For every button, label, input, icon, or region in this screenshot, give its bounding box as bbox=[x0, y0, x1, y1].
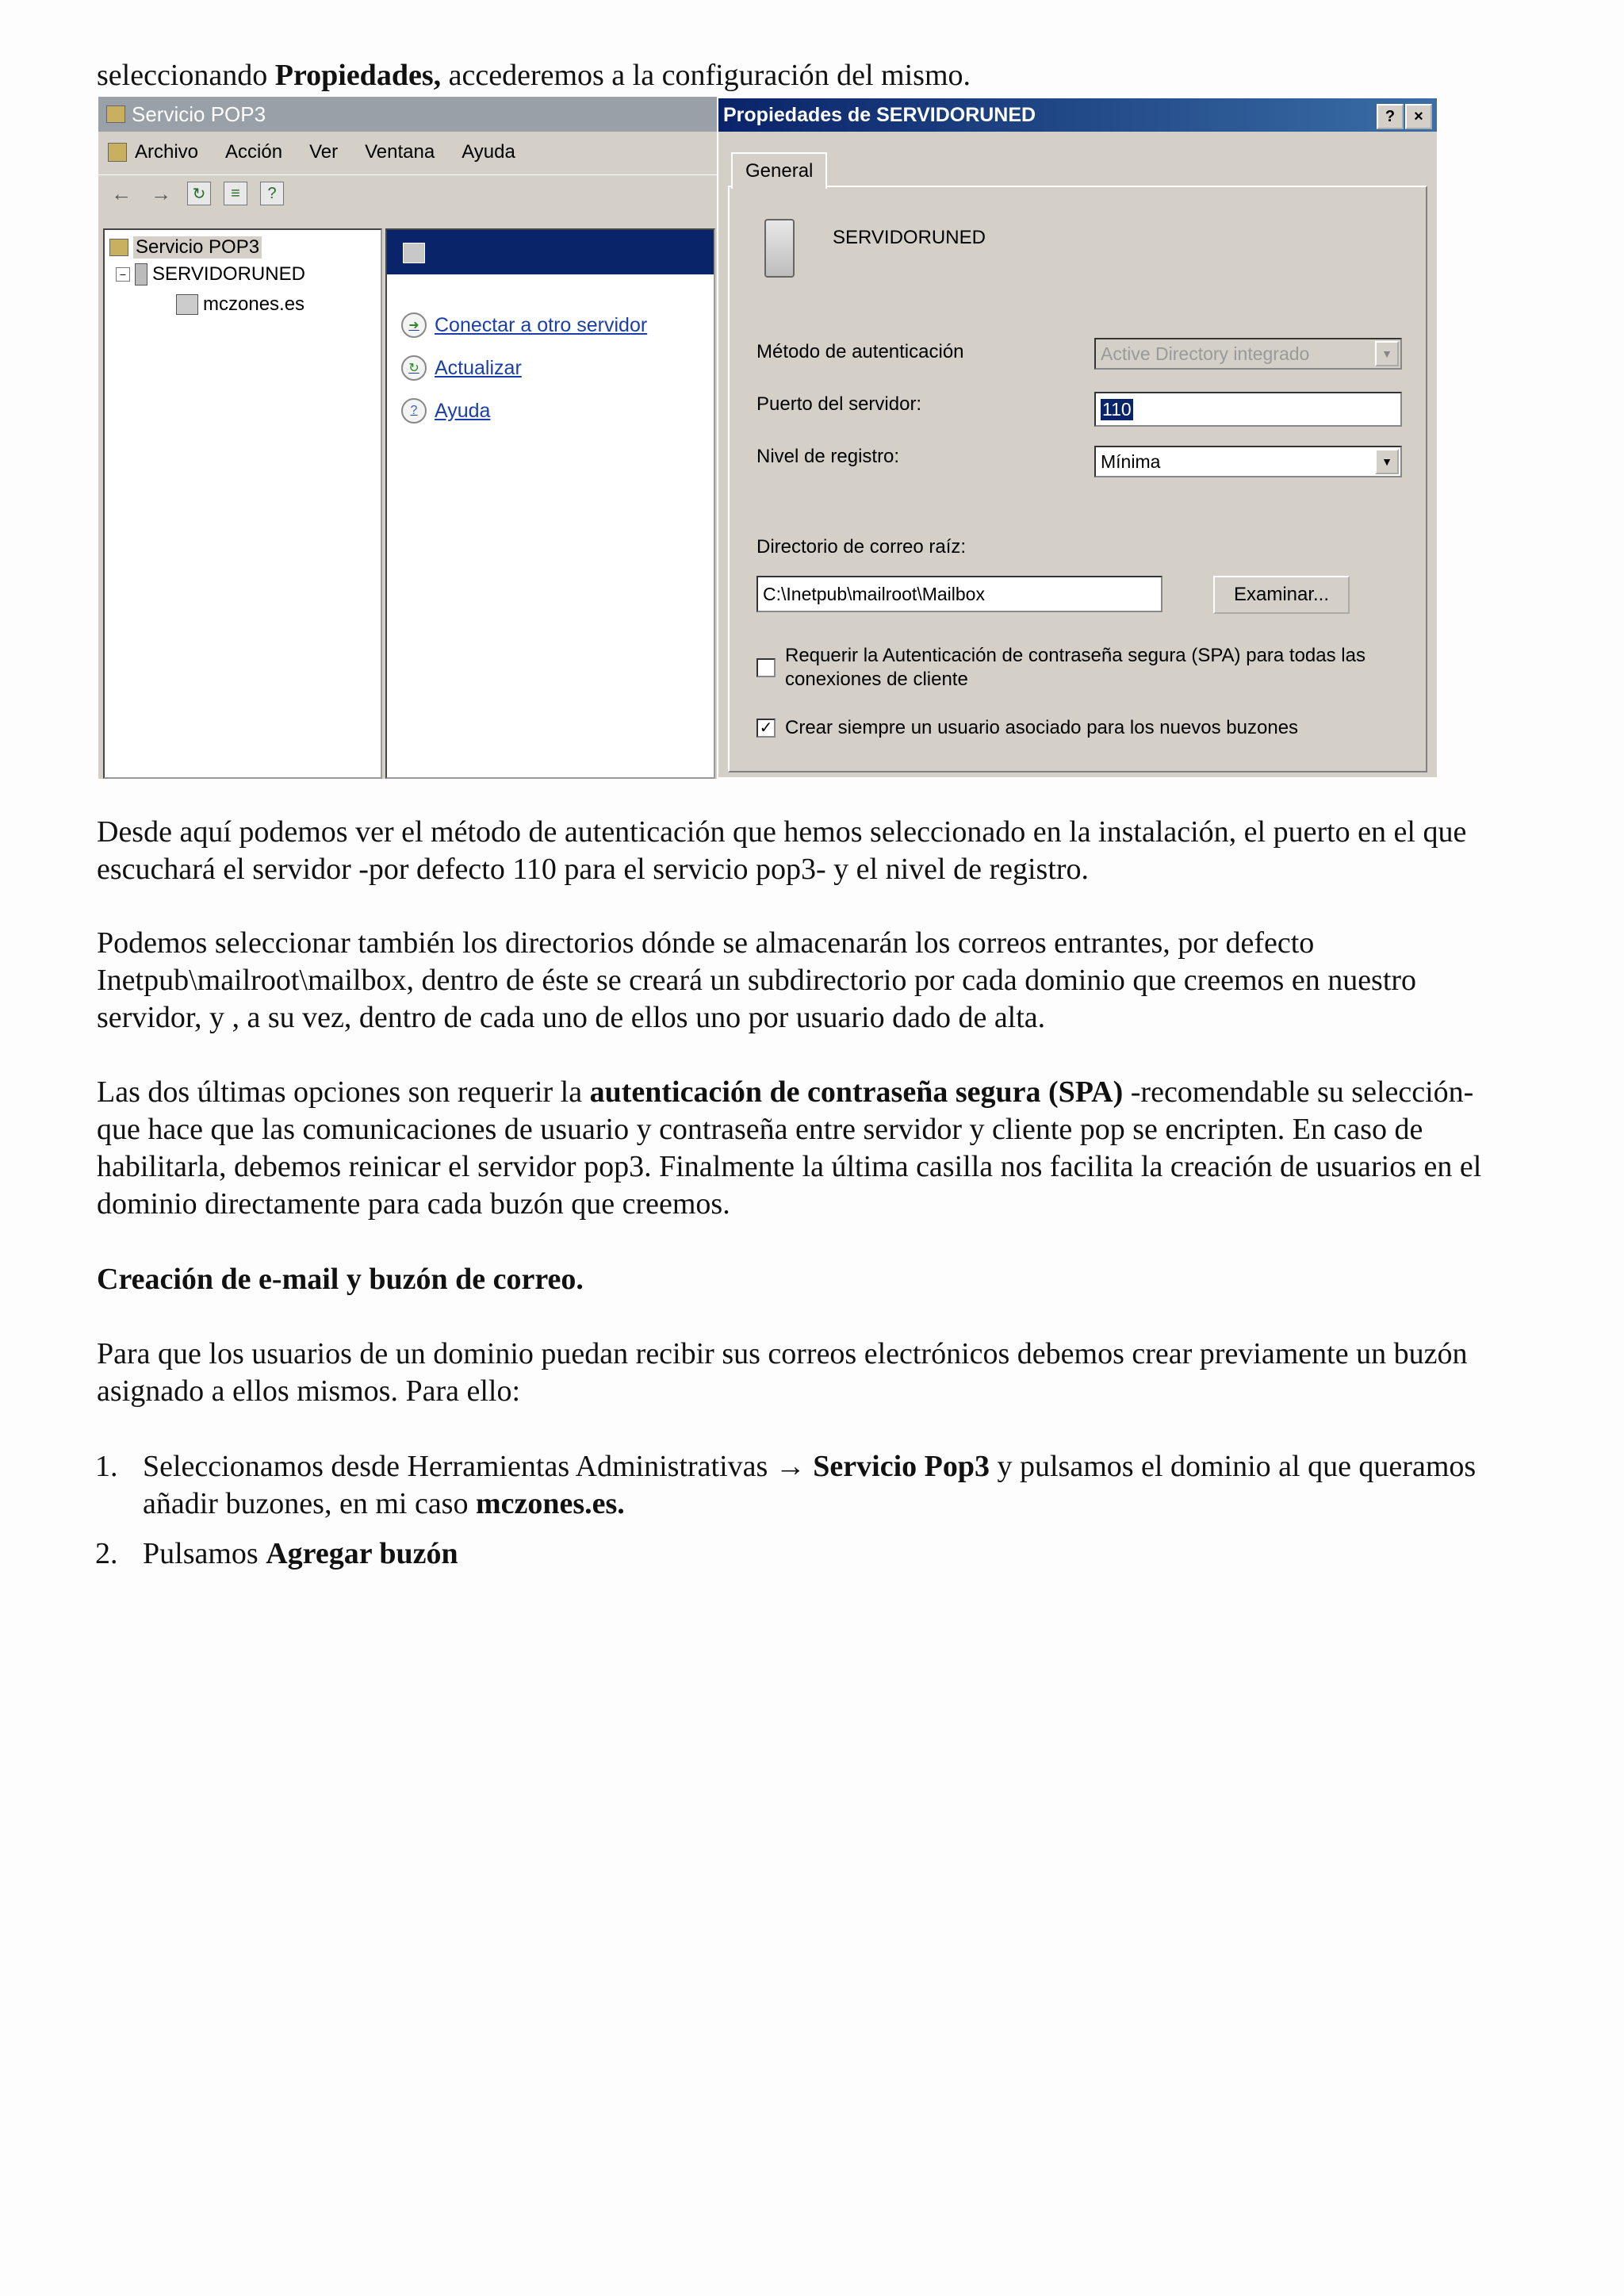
tree-domain[interactable]: mczones.es bbox=[176, 293, 304, 316]
refresh-icon[interactable]: ↻ bbox=[187, 182, 211, 205]
domain-icon bbox=[176, 294, 198, 315]
dialog-title-bar bbox=[718, 98, 1437, 132]
task-header-icon bbox=[403, 243, 425, 263]
link-ayuda[interactable]: ? Ayuda bbox=[401, 398, 490, 424]
link-actualizar[interactable]: ↻ Actualizar bbox=[401, 355, 522, 381]
auth-label: Método de autenticación bbox=[756, 341, 964, 362]
paragraph-3: Las dos últimas opciones son requerir la autenticación de contraseña segura (SPA) -recomendable su selección- que hace que las comunicaciones de usuario y contraseña entre servidor y cliente pop se encripten. En caso de habilitarla, debemos reinicar el servidor pop3. Finalmente la última casilla nos facilita la creación de usuarios en el dominio directamente para cada buzón que creemos. bbox=[97, 1075, 1482, 1221]
mmc-toolbar bbox=[98, 174, 726, 212]
pop3-service-icon bbox=[109, 239, 128, 256]
paragraph-4: Para que los usuarios de un dominio puedan recibir sus correos electrónicos debemos crear previamente un buzón asignado a ellos mismos. Para ello: bbox=[97, 1337, 1468, 1408]
port-input[interactable]: 110 bbox=[1094, 392, 1402, 427]
spa-label: Requerir la Autenticación de contraseña segura (SPA) para todas las conexiones de cliente bbox=[785, 645, 1365, 690]
connect-arrow-icon: ➜ bbox=[401, 312, 427, 338]
list-item: 1. Seleccionamos desde Herramientas Administrativas → Servicio Pop3 y pulsamos el dominio al que queramos añadir buzones, en mi caso mczones.es. bbox=[95, 1450, 1477, 1520]
export-list-icon[interactable]: ≡ bbox=[224, 182, 247, 205]
server-icon bbox=[135, 263, 147, 286]
mmc-app-icon bbox=[106, 105, 125, 123]
menu-accion[interactable]: Acción bbox=[225, 141, 283, 163]
task-pane bbox=[385, 228, 715, 779]
collapse-icon[interactable]: − bbox=[116, 267, 130, 282]
browse-button[interactable]: Examinar... bbox=[1213, 576, 1350, 614]
list-item: 2. Pulsamos Agregar buzón bbox=[95, 1537, 458, 1570]
refresh-circle-icon: ↻ bbox=[401, 355, 427, 381]
paragraph-2: Podemos seleccionar también los directorios dónde se almacenarán los correos entrantes, por defecto Inetpub\mailroot\mailbox, dentro de éste se creará un subdirectorio por cada dominio que creemos en nuestro servidor, y , a su vez, dentro de cada uno de ellos uno por usuario dado de alta. bbox=[97, 926, 1417, 1034]
dialog-title: Propiedades de SERVIDORUNED bbox=[723, 103, 1036, 126]
menu-ventana[interactable]: Ventana bbox=[365, 141, 435, 163]
help-circle-icon: ? bbox=[401, 398, 427, 424]
help-icon[interactable]: ? bbox=[260, 182, 284, 205]
root-dir-input[interactable]: C:\Inetpub\mailroot\Mailbox bbox=[756, 576, 1162, 612]
section-heading: Creación de e-mail y buzón de correo. bbox=[97, 1263, 584, 1296]
tree-root[interactable]: Servicio POP3 bbox=[109, 236, 262, 259]
forward-arrow-icon[interactable]: → bbox=[151, 181, 171, 205]
screenshot bbox=[98, 97, 1438, 779]
tree-server[interactable]: − SERVIDORUNED bbox=[116, 263, 305, 286]
general-panel bbox=[728, 186, 1427, 772]
log-label: Nivel de registro: bbox=[756, 446, 900, 467]
menu-ver[interactable]: Ver bbox=[309, 141, 339, 163]
create-user-label: Crear siempre un usuario asociado para los nuevos buzones bbox=[785, 717, 1299, 738]
menu-ayuda[interactable]: Ayuda bbox=[462, 141, 515, 163]
back-arrow-icon[interactable]: ← bbox=[111, 181, 132, 205]
paragraph-1: Desde aquí podemos ver el método de autenticación que hemos seleccionado en la instalación, el puerto en el que escuchará el servidor -por defecto 110 para el servicio pop3- y el nivel de registro. bbox=[97, 815, 1467, 886]
root-dir-label: Directorio de correo raíz: bbox=[756, 536, 967, 558]
menu-file-icon bbox=[108, 143, 127, 162]
spa-checkbox[interactable] bbox=[756, 658, 776, 677]
properties-dialog bbox=[717, 97, 1438, 779]
link-conectar[interactable]: ➜ Conectar a otro servidor bbox=[401, 312, 647, 338]
menu-archivo[interactable]: Archivo bbox=[135, 141, 199, 163]
chevron-down-icon[interactable]: ▼ bbox=[1375, 449, 1399, 474]
chevron-down-icon: ▼ bbox=[1375, 341, 1399, 366]
log-select[interactable]: Mínima ▼ bbox=[1094, 446, 1402, 477]
server-name: SERVIDORUNED bbox=[833, 227, 986, 248]
dialog-close-button[interactable]: × bbox=[1405, 104, 1432, 129]
task-pane-header bbox=[387, 230, 714, 274]
mmc-title: Servicio POP3 bbox=[132, 102, 266, 126]
create-user-checkbox[interactable]: ✓ bbox=[756, 719, 776, 738]
mmc-title-bar bbox=[98, 97, 725, 132]
intro-text: seleccionando Propiedades, accederemos a la configuración del mismo. bbox=[97, 59, 971, 92]
tab-general[interactable]: General bbox=[731, 152, 827, 189]
auth-select: Active Directory integrado ▼ bbox=[1094, 338, 1402, 370]
mmc-menu-bar bbox=[98, 133, 726, 171]
console-tree bbox=[103, 228, 382, 779]
dialog-help-button[interactable]: ? bbox=[1377, 104, 1404, 129]
port-label: Puerto del servidor: bbox=[756, 393, 922, 415]
server-db-icon bbox=[764, 219, 795, 278]
